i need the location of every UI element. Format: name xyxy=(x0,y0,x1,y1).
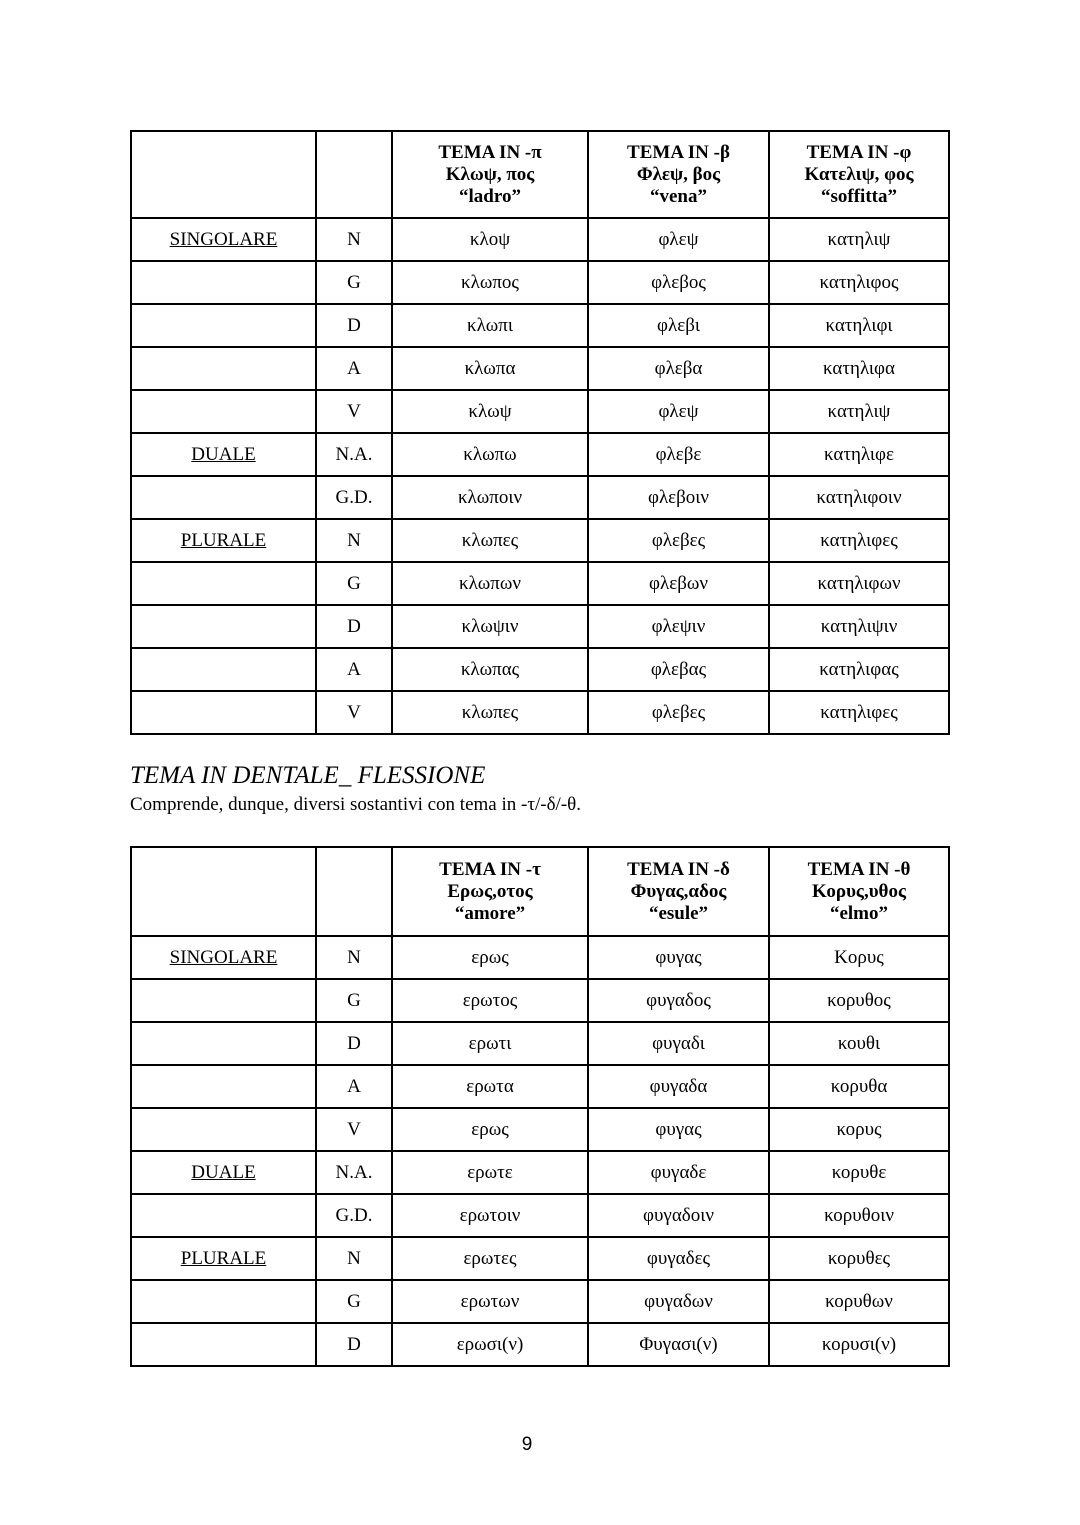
form-cell: ερωτων xyxy=(392,1280,588,1323)
table-row xyxy=(131,304,949,347)
header-cell xyxy=(769,131,949,218)
case-cell: N xyxy=(316,519,392,562)
header-meaning: “ladro” xyxy=(459,185,521,207)
header-empty-cell xyxy=(316,847,392,936)
number-label-cell xyxy=(131,304,316,347)
table-row xyxy=(131,433,949,476)
case-cell: N xyxy=(316,218,392,261)
header-title: TEMA IN -π xyxy=(438,141,542,163)
form-cell: κορυθων xyxy=(769,1280,949,1323)
table-row xyxy=(131,1065,949,1108)
form-cell: ερωτι xyxy=(392,1022,588,1065)
form-cell: φυγαδες xyxy=(588,1237,769,1280)
form-cell: κατηλιφε xyxy=(769,433,949,476)
table-row xyxy=(131,1237,949,1280)
table-row xyxy=(131,1323,949,1366)
number-label-cell xyxy=(131,519,316,562)
header-empty-cell xyxy=(316,131,392,218)
table-row xyxy=(131,605,949,648)
number-label-cell xyxy=(131,648,316,691)
form-cell: κορυθοιν xyxy=(769,1194,949,1237)
case-cell: V xyxy=(316,691,392,734)
form-cell: κλωπας xyxy=(392,648,588,691)
form-cell: κλωψιν xyxy=(392,605,588,648)
form-cell: φλεβων xyxy=(588,562,769,605)
table-row xyxy=(131,1194,949,1237)
form-cell: φλεβι xyxy=(588,304,769,347)
table-row xyxy=(131,519,949,562)
number-label-cell xyxy=(131,1151,316,1194)
form-cell: ερωσι(ν) xyxy=(392,1323,588,1366)
form-cell: κατηλιψ xyxy=(769,218,949,261)
header-meaning: “esule” xyxy=(648,902,709,924)
header-cell xyxy=(769,847,949,936)
form-cell: κλωπω xyxy=(392,433,588,476)
number-label-cell xyxy=(131,1108,316,1151)
form-cell: κλωψ xyxy=(392,390,588,433)
form-cell: κουθι xyxy=(769,1022,949,1065)
table-row xyxy=(131,390,949,433)
header-word: Φυγας,αδος xyxy=(630,880,727,902)
number-label-cell xyxy=(131,261,316,304)
header-word: Κορυς,υθος xyxy=(811,880,906,902)
header-meaning: “vena” xyxy=(650,185,707,207)
case-cell: N.A. xyxy=(316,1151,392,1194)
number-label: DUALE xyxy=(191,443,256,465)
form-cell: φλεβοιν xyxy=(588,476,769,519)
form-cell: κατηλιφοιν xyxy=(769,476,949,519)
table-row xyxy=(131,1022,949,1065)
case-cell: G.D. xyxy=(316,476,392,519)
case-cell: D xyxy=(316,605,392,648)
form-cell: ερωτος xyxy=(392,979,588,1022)
header-title: TEMA IN -δ xyxy=(627,858,730,880)
number-label: PLURALE xyxy=(180,1247,267,1269)
form-cell: φυγας xyxy=(588,1108,769,1151)
form-cell: κορυθος xyxy=(769,979,949,1022)
declension-table-dental xyxy=(130,846,950,1367)
case-cell: A xyxy=(316,347,392,390)
form-cell: κορυθα xyxy=(769,1065,949,1108)
form-cell: κλωποιν xyxy=(392,476,588,519)
table-row xyxy=(131,218,949,261)
number-label-cell xyxy=(131,476,316,519)
number-label-cell xyxy=(131,691,316,734)
table-row xyxy=(131,936,949,979)
number-label-cell xyxy=(131,347,316,390)
form-cell: φλεβα xyxy=(588,347,769,390)
section-description: Comprende, dunque, diversi sostantivi con tema in -τ/-δ/-θ. xyxy=(130,794,581,815)
case-cell: G xyxy=(316,1280,392,1323)
header-word: Φλεψ, βος xyxy=(636,163,721,185)
form-cell: κατηλιφας xyxy=(769,648,949,691)
header-empty-cell xyxy=(131,131,316,218)
case-cell: N.A. xyxy=(316,433,392,476)
table-row xyxy=(131,1108,949,1151)
form-cell: φλεψ xyxy=(588,218,769,261)
form-cell: φλεβες xyxy=(588,519,769,562)
form-cell: κατηλιφι xyxy=(769,304,949,347)
header-word: Ερως,οτος xyxy=(447,880,533,902)
header-title: TEMA IN -θ xyxy=(807,858,911,880)
number-label: SINGOLARE xyxy=(169,946,278,968)
table-row xyxy=(131,476,949,519)
form-cell: φυγαδος xyxy=(588,979,769,1022)
number-label-cell xyxy=(131,390,316,433)
case-cell: D xyxy=(316,1022,392,1065)
form-cell: κατηλιφες xyxy=(769,519,949,562)
form-cell: φλεψ xyxy=(588,390,769,433)
table-row xyxy=(131,562,949,605)
form-cell: φλεψιν xyxy=(588,605,769,648)
table-row xyxy=(131,1151,949,1194)
number-label-cell xyxy=(131,1280,316,1323)
form-cell: κλοψ xyxy=(392,218,588,261)
form-cell: κορυθε xyxy=(769,1151,949,1194)
form-cell: φυγαδι xyxy=(588,1022,769,1065)
case-cell: V xyxy=(316,1108,392,1151)
form-cell: κορυσι(ν) xyxy=(769,1323,949,1366)
header-meaning: “elmo” xyxy=(829,902,889,924)
form-cell: κορυς xyxy=(769,1108,949,1151)
header-meaning: “soffitta” xyxy=(821,185,897,207)
number-label-cell xyxy=(131,562,316,605)
form-cell: κλωπες xyxy=(392,519,588,562)
case-cell: V xyxy=(316,390,392,433)
header-cell xyxy=(588,847,769,936)
form-cell: κατηλιφος xyxy=(769,261,949,304)
form-cell: κλωπος xyxy=(392,261,588,304)
form-cell: ερωτες xyxy=(392,1237,588,1280)
case-cell: G xyxy=(316,562,392,605)
header-cell xyxy=(392,131,588,218)
number-label-cell xyxy=(131,605,316,648)
page-number: 9 xyxy=(521,1434,533,1455)
number-label-cell xyxy=(131,936,316,979)
number-label-cell xyxy=(131,979,316,1022)
case-cell: D xyxy=(316,304,392,347)
table-row xyxy=(131,648,949,691)
form-cell: κατηλιφα xyxy=(769,347,949,390)
header-cell xyxy=(588,131,769,218)
form-cell: ερωτε xyxy=(392,1151,588,1194)
form-cell: ερως xyxy=(392,1108,588,1151)
number-label: DUALE xyxy=(191,1161,256,1183)
form-cell: φλεβος xyxy=(588,261,769,304)
form-cell: κατηλιφων xyxy=(769,562,949,605)
header-title: TEMA IN -τ xyxy=(439,858,541,880)
form-cell: φυγαδων xyxy=(588,1280,769,1323)
case-cell: A xyxy=(316,1065,392,1108)
case-cell: N xyxy=(316,936,392,979)
table-row xyxy=(131,691,949,734)
form-cell: κλωπα xyxy=(392,347,588,390)
form-cell: ερωτοιν xyxy=(392,1194,588,1237)
case-cell: A xyxy=(316,648,392,691)
number-label: PLURALE xyxy=(180,529,267,551)
header-title: TEMA IN -φ xyxy=(806,141,912,163)
header-word: Κατελιψ, φος xyxy=(804,163,914,185)
case-cell: D xyxy=(316,1323,392,1366)
form-cell: ερωτα xyxy=(392,1065,588,1108)
form-cell: φλεβε xyxy=(588,433,769,476)
table-row xyxy=(131,1280,949,1323)
case-cell: N xyxy=(316,1237,392,1280)
header-meaning: “amore” xyxy=(454,902,526,924)
header-word: Κλωψ, πος xyxy=(445,163,535,185)
number-label-cell xyxy=(131,1194,316,1237)
case-cell: G.D. xyxy=(316,1194,392,1237)
number-label: SINGOLARE xyxy=(169,228,278,250)
header-row xyxy=(131,847,949,936)
form-cell: φυγαδοιν xyxy=(588,1194,769,1237)
number-label-cell xyxy=(131,1237,316,1280)
form-cell: φλεβες xyxy=(588,691,769,734)
form-cell: κλωπι xyxy=(392,304,588,347)
form-cell: φυγας xyxy=(588,936,769,979)
case-cell: G xyxy=(316,979,392,1022)
form-cell: φυγαδε xyxy=(588,1151,769,1194)
table-row xyxy=(131,979,949,1022)
table-row xyxy=(131,347,949,390)
form-cell: φλεβας xyxy=(588,648,769,691)
form-cell: κατηλιφες xyxy=(769,691,949,734)
form-cell: Φυγασι(ν) xyxy=(588,1323,769,1366)
header-cell xyxy=(392,847,588,936)
form-cell: ερως xyxy=(392,936,588,979)
form-cell: φυγαδα xyxy=(588,1065,769,1108)
declension-table-labial xyxy=(130,130,950,735)
table-row xyxy=(131,261,949,304)
form-cell: Κορυς xyxy=(769,936,949,979)
number-label-cell xyxy=(131,218,316,261)
number-label-cell xyxy=(131,1022,316,1065)
header-title: TEMA IN -β xyxy=(627,141,730,163)
form-cell: κατηλιψιν xyxy=(769,605,949,648)
number-label-cell xyxy=(131,1323,316,1366)
number-label-cell xyxy=(131,1065,316,1108)
number-label-cell xyxy=(131,433,316,476)
header-row xyxy=(131,131,949,218)
form-cell: κλωπες xyxy=(392,691,588,734)
form-cell: κλωπων xyxy=(392,562,588,605)
header-empty-cell xyxy=(131,847,316,936)
form-cell: κορυθες xyxy=(769,1237,949,1280)
section-title: TEMA IN DENTALE_ FLESSIONE xyxy=(130,762,486,789)
case-cell: G xyxy=(316,261,392,304)
form-cell: κατηλιψ xyxy=(769,390,949,433)
